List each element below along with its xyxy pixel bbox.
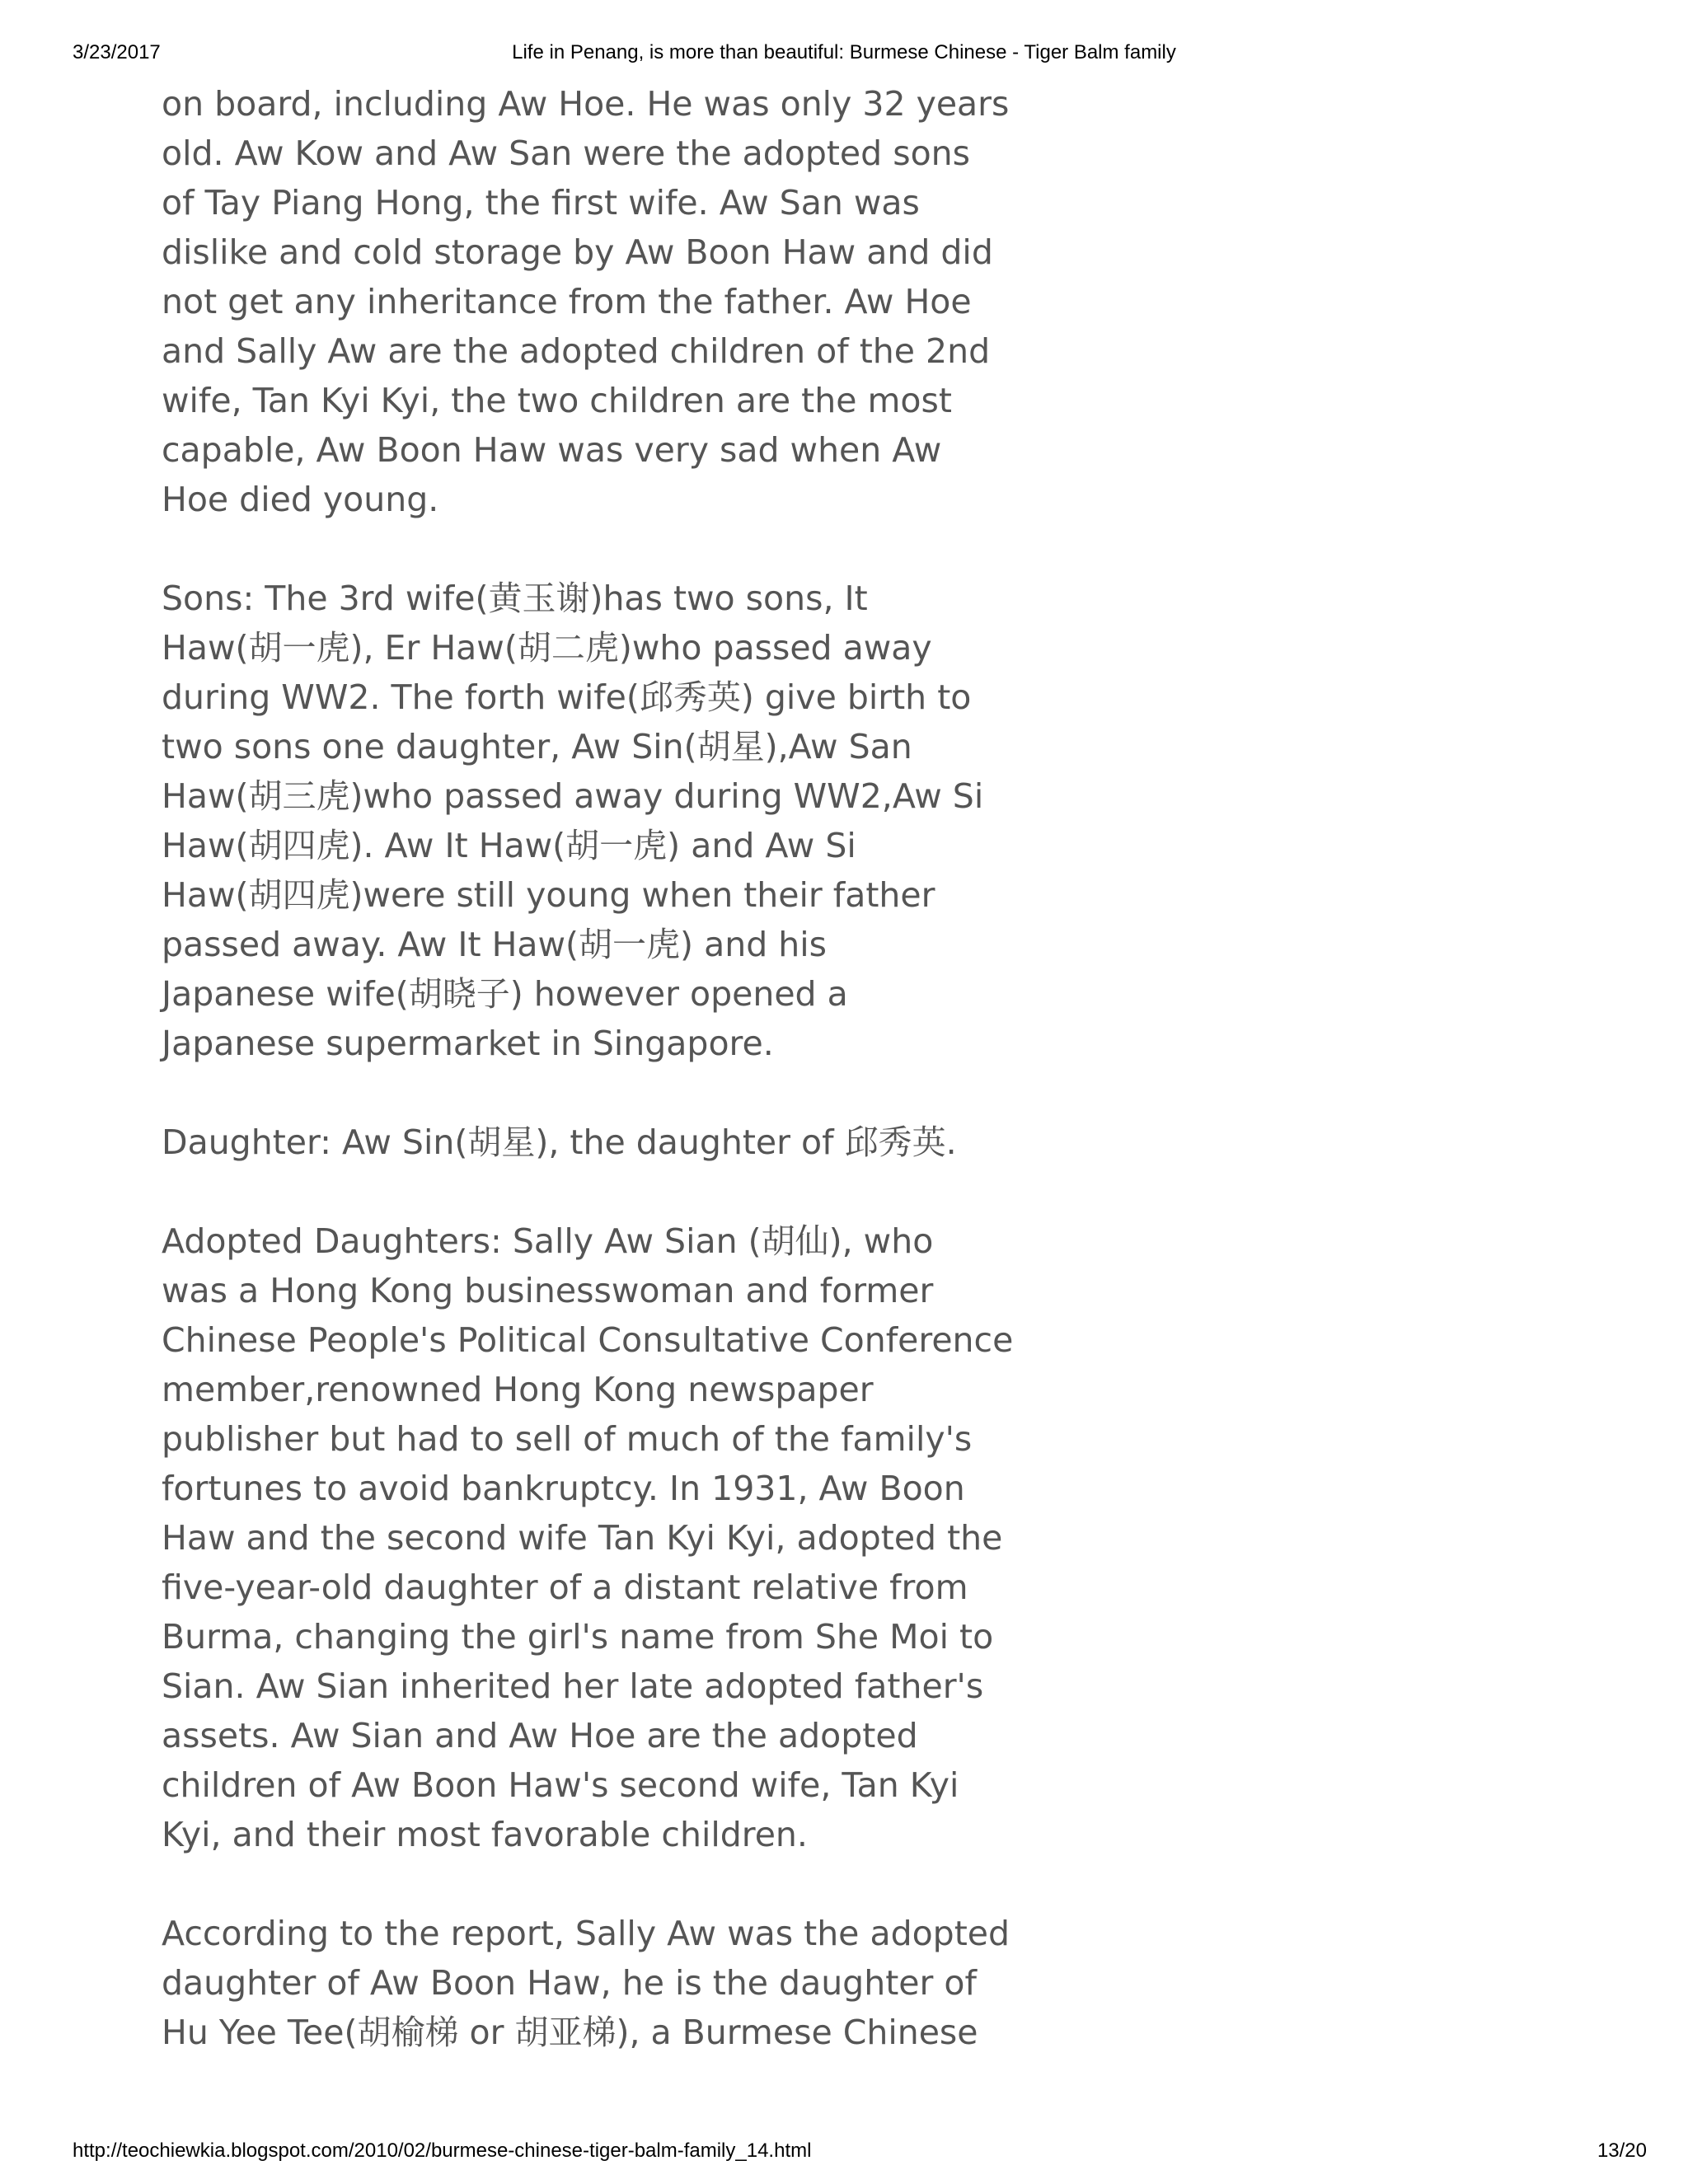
paragraph-line: Hoe died young.	[162, 480, 439, 519]
page-title: Life in Penang, is more than beautiful: Burmese Chinese - Tiger Balm family	[512, 41, 1176, 63]
paragraph-line: Sian. Aw Sian inherited her late adopted father's	[162, 1666, 984, 1706]
paragraph-line: five-year-old daughter of a distant relative from	[162, 1568, 968, 1607]
paragraph-line: Kyi, and their most favorable children.	[162, 1815, 808, 1854]
paragraph-line: publisher but had to sell of much of the family's	[162, 1419, 973, 1459]
paragraph-line: Haw(胡三虎)who passed away during WW2,Aw Si	[162, 776, 984, 816]
paragraph-line: assets. Aw Sian and Aw Hoe are the adopted	[162, 1716, 918, 1755]
paragraph-line: not get any inheritance from the father. Aw Hoe	[162, 282, 972, 321]
article-paragraph	[162, 79, 1052, 524]
article-paragraph	[162, 1909, 1052, 2057]
paragraph-line: Haw(胡四虎). Aw It Haw(胡一虎) and Aw Si	[162, 826, 856, 865]
print-date: 3/23/2017	[73, 41, 161, 63]
paragraph-line: and Sally Aw are the adopted children of the 2nd	[162, 331, 991, 371]
paragraph-line: According to the report, Sally Aw was the adopted	[162, 1914, 1010, 1953]
paragraph-line: wife, Tan Kyi Kyi, the two children are the most	[162, 381, 952, 420]
paragraph-line: Adopted Daughters: Sally Aw Sian (胡仙), who	[162, 1221, 934, 1261]
paragraph-line: Daughter: Aw Sin(胡星), the daughter of 邱秀英.	[162, 1122, 957, 1162]
paragraph-line: of Tay Piang Hong, the first wife. Aw San was	[162, 183, 920, 223]
paragraph-line: passed away. Aw It Haw(胡一虎) and his	[162, 925, 827, 964]
paragraph-line: two sons one daughter, Aw Sin(胡星),Aw San	[162, 727, 912, 766]
paragraph-line: old. Aw Kow and Aw San were the adopted sons	[162, 134, 970, 173]
paragraph-line: member,renowned Hong Kong newspaper	[162, 1370, 874, 1409]
paragraph-line: Haw(胡一虎), Er Haw(胡二虎)who passed away	[162, 628, 932, 668]
paragraph-line: dislike and cold storage by Aw Boon Haw and did	[162, 232, 993, 272]
paragraph-line: was a Hong Kong businesswoman and former	[162, 1271, 934, 1310]
paragraph-line: Japanese supermarket in Singapore.	[162, 1024, 774, 1063]
paragraph-line: Japanese wife(胡晓子) however opened a	[162, 974, 848, 1014]
paragraph-line: Chinese People's Political Consultative Conference	[162, 1320, 1014, 1360]
paragraph-line: children of Aw Boon Haw's second wife, Tan Kyi	[162, 1765, 959, 1805]
article-paragraph	[162, 1216, 1052, 1859]
page-number: 13/20	[1597, 2139, 1647, 2162]
paragraph-line: Burma, changing the girl's name from She Moi to	[162, 1617, 994, 1657]
paragraph-line: capable, Aw Boon Haw was very sad when Aw	[162, 430, 942, 470]
article-paragraph	[162, 1118, 1052, 1167]
page-url: http://teochiewkia.blogspot.com/2010/02/burmese-chinese-tiger-balm-family_14.html	[73, 2139, 812, 2162]
article-body	[162, 79, 1052, 2107]
paragraph-line: daughter of Aw Boon Haw, he is the daughter of	[162, 1963, 977, 2003]
paragraph-line: Haw(胡四虎)were still young when their father	[162, 875, 935, 915]
article-paragraph	[162, 574, 1052, 1068]
paragraph-line: Sons: The 3rd wife(黄玉谢)has two sons, It	[162, 579, 868, 618]
paragraph-line: Hu Yee Tee(胡榆梯 or 胡亚梯), a Burmese Chinese	[162, 2013, 978, 2052]
paragraph-line: fortunes to avoid bankruptcy. In 1931, Aw Boon	[162, 1469, 965, 1508]
paragraph-line: on board, including Aw Hoe. He was only 32 years	[162, 84, 1010, 124]
paragraph-line: Haw and the second wife Tan Kyi Kyi, adopted the	[162, 1518, 1003, 1558]
paragraph-line: during WW2. The forth wife(邱秀英) give birth to	[162, 677, 972, 717]
